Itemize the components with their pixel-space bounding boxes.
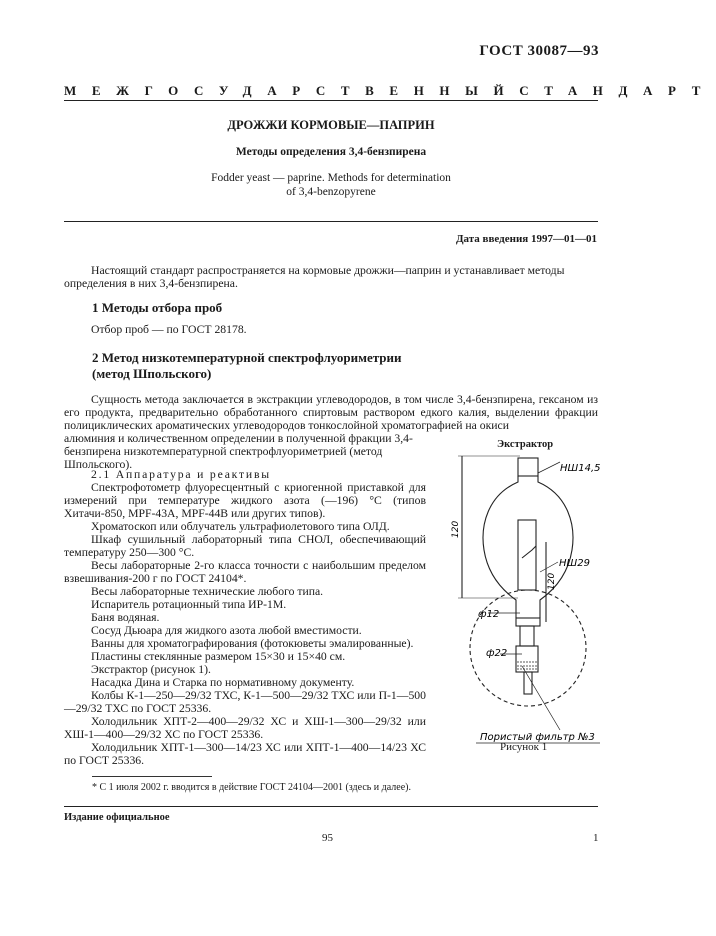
page-number-right: 1 [593, 832, 599, 844]
top-rule [64, 100, 598, 101]
english-title-line-1: Fodder yeast — paprine. Methods for determination [211, 172, 451, 184]
list-item: Колбы К-1—250—29/32 ТХС, К-1—500—29/32 ТХС или П-1—500—29/32 ТХС по ГОСТ 25336. [64, 689, 426, 715]
nsh-mid-label: НШ29 [559, 558, 590, 569]
lower-tube [520, 626, 534, 646]
list-item: Холодильник ХПТ-2—400—29/32 ХС и ХШ-1—300—29/32 или ХШ-1—400—29/32 ХС по ГОСТ 25336. [64, 715, 426, 741]
section-2-heading-line-1: 2 Метод низкотемпературной спектрофлуориметрии [92, 350, 402, 365]
method-essence: Сущность метода заключается в экстракции углеводородов, в том числе 3,4-бензпирена, гексаном из его продукта, предварительно обработанного спиртовым раствором едкого калия, выделении фракции полициклических ароматических углеводородов тонкослойной хроматографией на окиси [64, 393, 598, 432]
phi12-label: ф12 [478, 609, 500, 620]
extractor-drawing [440, 450, 610, 750]
dim-120b-label: 120 [547, 572, 557, 590]
list-item: Хроматоскоп или облучатель ультрафиолетового типа ОЛД. [91, 520, 390, 533]
section-1-heading: 1 Методы отбора проб [92, 300, 223, 315]
bottom-rule [64, 806, 598, 807]
nsh-top-label: НШ14,5 [560, 463, 601, 474]
list-item: Шкаф сушильный лабораторный типа СНОЛ, обеспечивающий температуру 250—300 °С. [64, 533, 426, 559]
banner-word-1: МЕЖГОСУДАРСТВЕННЫЙ [64, 83, 520, 98]
footnote-rule [92, 776, 212, 777]
list-item: Баня водяная. [91, 611, 160, 624]
gost-number: ГОСТ 30087—93 [479, 43, 599, 59]
bulb-left [483, 476, 518, 618]
footnote: * С 1 июля 2002 г. вводится в действие ГОСТ 24104—2001 (здесь и далее). [92, 782, 411, 793]
filter-section [516, 646, 538, 672]
outlet-tube [524, 672, 532, 694]
standard-banner [64, 83, 716, 99]
section-2-heading-line-2: (метод Шпольского) [92, 366, 212, 381]
section-1-text: Отбор проб — по ГОСТ 28178. [91, 323, 247, 336]
siphon-hook [522, 546, 536, 558]
list-item: Экстрактор (рисунок 1). [91, 663, 211, 676]
list-item: Пластины стеклянные размером 15×30 и 15×40 см. [91, 650, 346, 663]
english-title [64, 171, 598, 199]
date-rule [64, 221, 598, 222]
document-subtitle: Методы определения 3,4-бензпирена [235, 146, 427, 158]
method-essence-continued: алюминия и количественном определении в полученной фракции 3,4-бензпирена низкотемпературной спектрофлуориметрией (метод Шпольского). [64, 432, 413, 471]
document-title: ДРОЖЖИ КОРМОВЫЕ—ПАПРИН [227, 118, 435, 132]
list-item: Насадка Дина и Старка по нормативному документу. [91, 676, 355, 689]
list-item: Весы лабораторные 2-го класса точности с наибольшим пределом взвешивания-200 г по ГОСТ 24104*. [64, 559, 426, 585]
ground-joint [516, 618, 540, 626]
intro-paragraph: Настоящий стандарт распространяется на кормовые дрожжи—паприн и устанавливает методы определения в них 3,4-бензпирена. [64, 264, 565, 290]
introduction-date: Дата введения 1997—01—01 [455, 233, 597, 245]
filter-label: Пористый фильтр №3 [480, 732, 595, 743]
list-item: Сосуд Дьюара для жидкого азота любой вместимости. [91, 624, 362, 637]
page-number: 95 [322, 832, 333, 844]
figure-title: Экстрактор [497, 439, 554, 450]
inner-tube [518, 520, 536, 590]
official-edition: Издание официальное [64, 812, 170, 823]
apparatus-heading: 2.1 Аппаратура и реактивы [91, 468, 271, 481]
list-item: Ванны для хроматографирования (фотокюветы эмалированные). [91, 637, 414, 650]
figure-caption: Рисунок 1 [500, 741, 548, 753]
banner-word-2: СТАНДАРТ [519, 83, 716, 98]
section-2-heading [92, 350, 402, 382]
list-item: Весы лабораторные технические любого типа. [91, 585, 324, 598]
english-title-line-2: of 3,4-benzopyrene [286, 186, 376, 198]
list-item: Спектрофотометр флуоресцентный с криогенной приставкой для измерений при температуре жидкого азота (—196) °С (типов Хитачи-850, MPF-43A, MPF-44B или других типов). [64, 481, 426, 520]
apparatus-list [64, 468, 426, 767]
list-item: Испаритель ротационный типа ИР-1М. [91, 598, 287, 611]
phi22-label: ф22 [486, 648, 508, 659]
list-item: Холодильник ХПТ-1—300—14/23 ХС или ХПТ-1—400—14/23 ХС по ГОСТ 25336. [64, 741, 426, 767]
dim-120a-label: 120 [451, 520, 461, 538]
top-neck [518, 458, 538, 476]
